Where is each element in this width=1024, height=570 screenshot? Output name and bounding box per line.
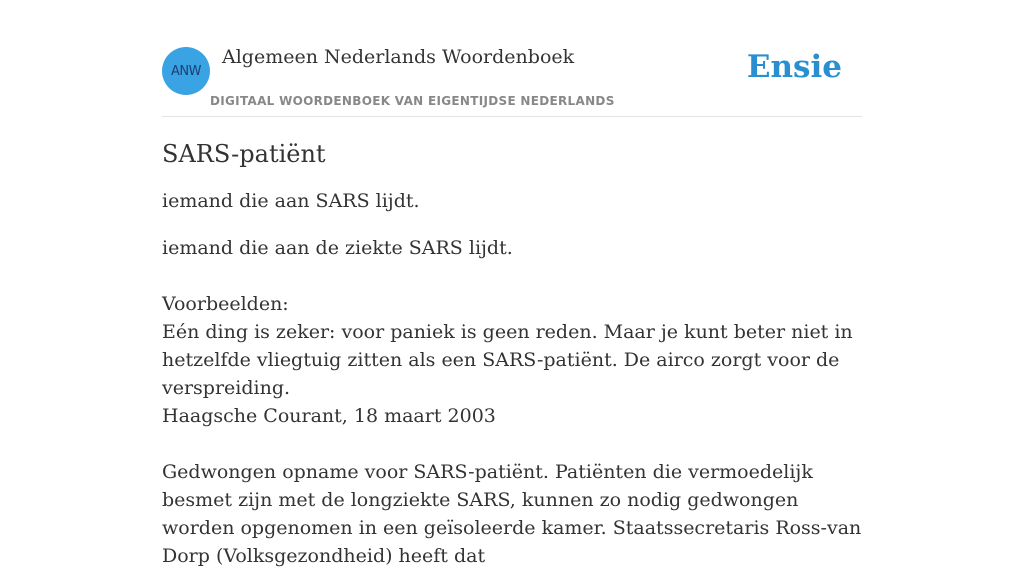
site-header bbox=[162, 40, 862, 117]
site-subtitle: DIGITAAL WOORDENBOEK VAN EIGENTIJDSE NEDERLANDS bbox=[210, 94, 615, 108]
long-definition: iemand die aan de ziekte SARS lijdt. bbox=[162, 237, 513, 259]
anw-logo-text: ANW bbox=[171, 63, 201, 79]
example-source: Haagsche Courant, 18 maart 2003 bbox=[162, 405, 496, 427]
example-item bbox=[162, 458, 862, 570]
entry-headword: SARS-patiënt bbox=[162, 140, 326, 168]
example-text: Eén ding is zeker: voor paniek is geen reden. Maar je kunt beter niet in hetzelfde vliegtuig zitten als een SARS-patiënt. De airco zorgt voor de verspreiding. bbox=[162, 321, 853, 399]
example-spacer bbox=[162, 430, 862, 458]
entry-content bbox=[162, 136, 862, 570]
short-definition: iemand die aan SARS lijdt. bbox=[162, 190, 420, 212]
example-item bbox=[162, 318, 862, 430]
site-title[interactable]: Algemeen Nederlands Woordenboek bbox=[222, 46, 575, 68]
examples-label: Voorbeelden: bbox=[162, 293, 289, 315]
examples-section bbox=[162, 290, 862, 570]
ensie-brand-link[interactable]: Ensie bbox=[746, 49, 842, 85]
example-text: Gedwongen opname voor SARS-patiënt. Patiënten die vermoedelijk besmet zijn met de longziekte SARS, kunnen zo nodig gedwongen worden opgenomen in een geïsoleerde kamer. Staatssecretaris Ross-van Dorp (Volksgezondheid) heeft dat bbox=[162, 461, 862, 567]
anw-logo[interactable] bbox=[162, 47, 210, 95]
